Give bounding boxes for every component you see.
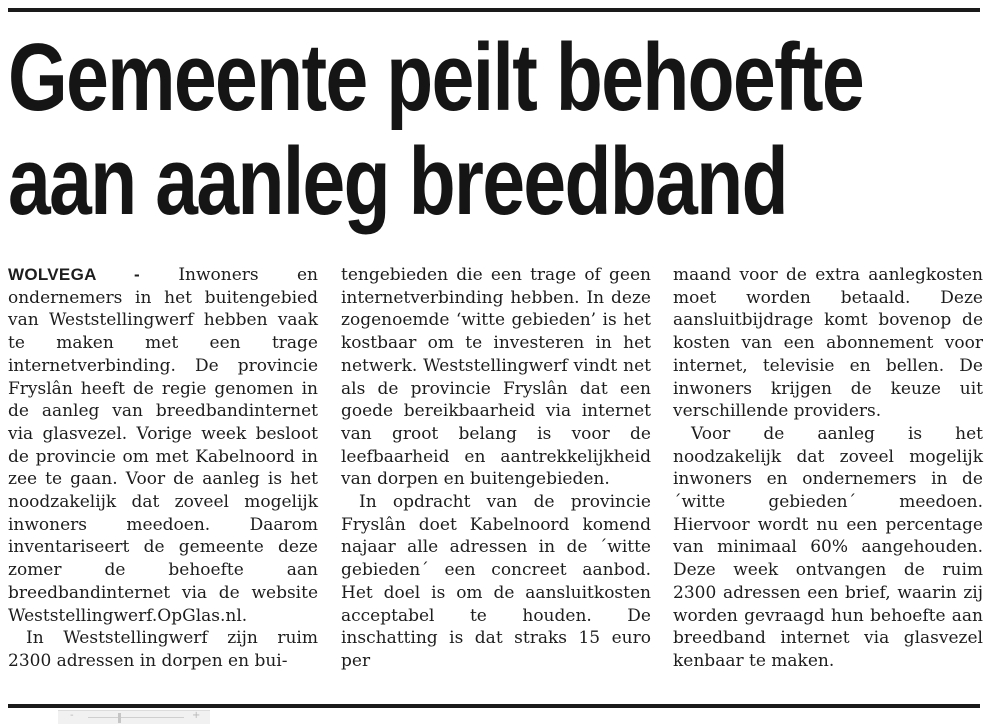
paragraph: tengebieden die een trage of geen internetverbinding hebben. In deze zogenoemde ‘witte gebieden’ is het kostbaar om te investeren in het netwerk. Weststellingwerf vindt net als de provincie Fryslân dat een goede bereikbaarheid via internet van groot belang is voor de leefbaarheid en aantrekkelijkheid van dorpen en buitengebieden. <box>341 265 651 490</box>
paragraph: In opdracht van de provincie Fryslân doet Kabelnoord komend najaar alle adressen in de ´witte gebieden´ een concreet aanbod. Het doel is om de aansluitkosten acceptabel te houden. De inschatting is dat straks 15 euro per <box>341 492 651 671</box>
headline <box>8 24 864 235</box>
zoom-in-button[interactable]: + <box>192 710 201 721</box>
paragraph: In Weststellingwerf zijn ruim 2300 adressen in dorpen en bui- <box>8 628 318 671</box>
top-rule <box>8 8 980 12</box>
article-column-1 <box>8 264 318 673</box>
zoom-slider-track[interactable] <box>88 717 184 718</box>
headline-line-1: Gemeente peilt behoefte <box>8 24 864 131</box>
paragraph: maand voor de extra aanlegkosten moet worden betaald. Deze aansluitbijdrage komt bovenop de kosten van een abonnement voor internet, televisie en bellen. De inwoners krijgen de keuze uit verschillende providers. <box>673 265 983 422</box>
dateline: WOLVEGA - <box>8 265 140 284</box>
headline-line-2: aan aanleg breedband <box>8 128 787 235</box>
bottom-rule <box>8 704 980 708</box>
zoom-out-button[interactable]: - <box>70 710 74 721</box>
paragraph: Voor de aanleg is het noodzakelijk dat zoveel mogelijk inwoners en ondernemers in de ´witte gebieden´ meedoen. Hiervoor wordt nu een percentage van minimaal 60% aangehouden. Deze week ontvangen de ruim 2300 adressen een brief, waarin zij worden gevraagd hun behoefte aan breedband internet via glasvezel kenbaar te maken. <box>673 423 983 671</box>
zoom-control <box>58 710 210 724</box>
zoom-slider-handle[interactable] <box>118 713 121 723</box>
paragraph <box>8 264 318 627</box>
paragraph-text: Inwoners en ondernemers in het buitengebied van Weststellingwerf hebben vaak te maken met een trage internetverbinding. De provincie Fryslân heeft de regie genomen in de aanleg van breedbandinternet via glasvezel. Vorige week besloot de provincie om met Kabelnoord in zee te gaan. Voor de aanleg is het noodzakelijk dat zoveel mogelijk inwoners meedoen. Daarom inventariseert de gemeente deze zomer de behoefte aan breedbandinternet via de website Weststellingwerf.OpGlas.nl. <box>8 265 318 626</box>
article-column-2 <box>341 264 651 673</box>
article-column-3 <box>673 264 983 673</box>
